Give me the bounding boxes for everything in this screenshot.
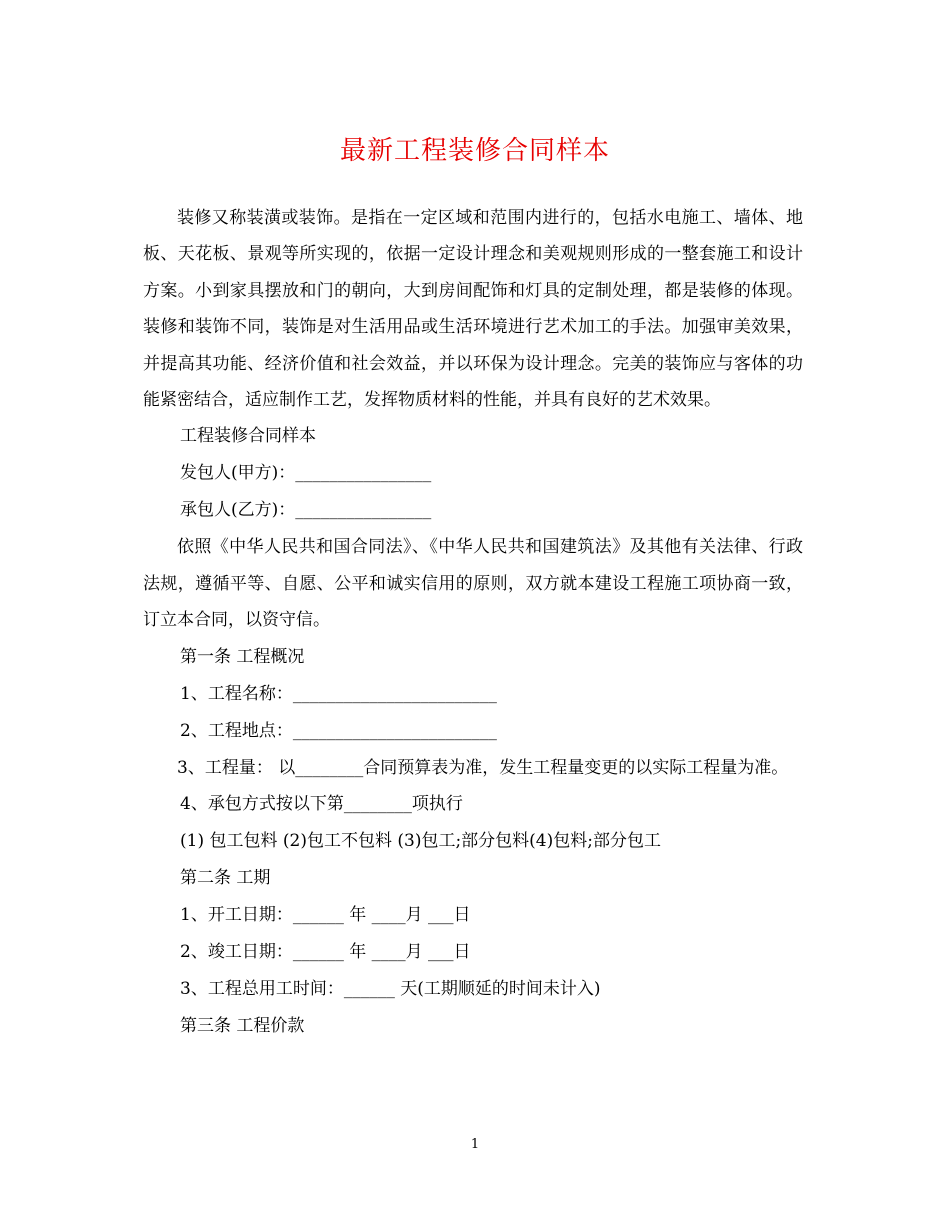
party-b-field: 承包人(乙方)：________________ <box>180 500 432 521</box>
contract-subtitle: 工程装修合同样本 <box>180 426 316 447</box>
article-1-heading: 第一条 工程概况 <box>180 646 305 667</box>
total-days-field: 3、工程总用工时间：______ 天(工期顺延的时间未计入) <box>180 979 601 1000</box>
article-2-heading: 第二条 工期 <box>180 868 271 889</box>
party-a-field: 发包人(甲方)：________________ <box>180 463 432 484</box>
project-name-field: 1、工程名称：________________________ <box>180 683 497 704</box>
intro-paragraph: 装修又称装潢或装饰。是指在一定区域和范围内进行的，包括水电施工、墙体、地板、天花板、景观等所实现的，依据一定设计理念和美观规则形成的一整套施工和设计方案。小到家具摆放和门的朝向，大到房间配饰和灯具的定制处理，都是装修的体现。装修和装饰不同，装饰是对生活用品或生活环境进行艺术加工的手法。加强审美效果，并提高其功能、经济价值和社会效益，并以环保为设计理念。完美的装饰应与客体的功能紧密结合，适应制作工艺，发挥物质材料的性能，并具有良好的艺术效果。 <box>143 208 803 411</box>
article-3-heading: 第三条 工程价款 <box>180 1016 305 1037</box>
start-date-field: 1、开工日期：______ 年 ____月 ___日 <box>180 905 471 926</box>
document-title: 最新工程装修合同样本 <box>339 136 610 166</box>
project-location-field: 2、工程地点：________________________ <box>180 720 497 741</box>
document-body <box>143 200 803 1045</box>
contract-method-options: (1) 包工包料 (2)包工不包料 (3)包工;部分包料(4)包料;部分包工 <box>180 831 661 852</box>
basis-paragraph: 依照《中华人民共和国合同法》、《中华人民共和国建筑法》及其他有关法律、行政法规，遵循平等、自愿、公平和诚实信用的原则，双方就本建设工程施工项协商一致，订立本合同，以资守信。 <box>143 537 803 631</box>
contract-method-field: 4、承包方式按以下第________项执行 <box>180 794 463 815</box>
project-quantity-paragraph: 3、工程量： 以________合同预算表为准，发生工程量变更的以实际工程量为准。 <box>177 757 789 778</box>
completion-date-field: 2、竣工日期：______ 年 ____月 ___日 <box>180 942 471 963</box>
page-number: 1 <box>470 1137 480 1152</box>
